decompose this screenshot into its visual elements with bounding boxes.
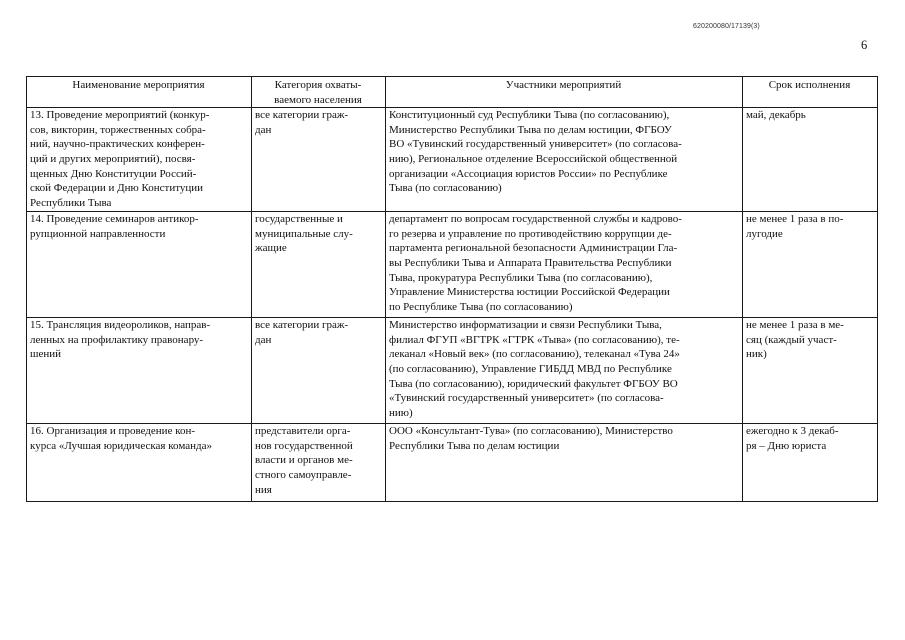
header-participants: Участники мероприятий: [386, 77, 743, 108]
header-population-category: Категория охваты- ваемого населения: [252, 77, 386, 108]
event-name-cell: 15. Трансляция видеороликов, направ- ленных на профилактику правонару- шений: [27, 318, 252, 424]
header-deadline: Срок исполнения: [743, 77, 878, 108]
document-code: 620200080/17139(3): [693, 23, 760, 30]
table-header-row: [27, 77, 878, 108]
table-row: [27, 318, 878, 424]
population-category-cell: государственные и муниципальные слу- жащие: [252, 212, 386, 318]
participants-cell: Министерство информатизации и связи Республики Тыва, филиал ФГУП «ВГТРК «ГТРК «Тыва» (по согласованию), те- леканал «Новый век» (по согласованию), телеканал «Тува 24» (по согласованию), Управление ГИБДД МВД по Республике Тыва (по согласованию), юридический факультет ФГБОУ ВО «Тувинский государственный университет» (по согласова- нию): [386, 318, 743, 424]
participants-cell: департамент по вопросам государственной службы и кадрово- го резерва и управление по противодействию коррупции де- партамента региональной безопасности Администрации Гла- вы Республики Тыва и Аппарата Правительства Республики Тыва, прокуратура Республики Тыва (по согласованию), Управление Министерства юстиции Российской Федерации по Республике Тыва (по согласованию): [386, 212, 743, 318]
table-row: [27, 212, 878, 318]
deadline-cell: не менее 1 раза в по- лугодие: [743, 212, 878, 318]
event-name-cell: 14. Проведение семинаров антикор- рупционной направленности: [27, 212, 252, 318]
participants-cell: ООО «Консультант-Тува» (по согласованию), Министерство Республики Тыва по делам юстиции: [386, 424, 743, 502]
table-row: [27, 108, 878, 212]
event-name-cell: 13. Проведение мероприятий (конкур- сов, викторин, торжественных собра- ний, научно-практических конферен- ций и других мероприятий), посвя- щенных Дню Конституции Россий- ской Федерации и Дню Конституции Республики Тыва: [27, 108, 252, 212]
deadline-cell: май, декабрь: [743, 108, 878, 212]
deadline-cell: не менее 1 раза в ме- сяц (каждый участ- ник): [743, 318, 878, 424]
page-number: 6: [861, 38, 868, 52]
participants-cell: Конституционный суд Республики Тыва (по согласованию), Министерство Республики Тыва по делам юстиции, ФГБОУ ВО «Тувинский государственный университет» (по согласова- нию), Региональное отделение Всероссийской общественной организации «Ассоциация юристов России» по Республике Тыва (по согласованию): [386, 108, 743, 212]
population-category-cell: все категории граж- дан: [252, 108, 386, 212]
deadline-cell: ежегодно к 3 декаб- ря – Дню юриста: [743, 424, 878, 502]
population-category-cell: все категории граж- дан: [252, 318, 386, 424]
population-category-cell: представители орга- нов государственной власти и органов ме- стного самоуправле- ния: [252, 424, 386, 502]
table-row: [27, 424, 878, 502]
header-event-name: Наименование мероприятия: [27, 77, 252, 108]
events-table: [26, 76, 878, 502]
event-name-cell: 16. Организация и проведение кон- курса «Лучшая юридическая команда»: [27, 424, 252, 502]
